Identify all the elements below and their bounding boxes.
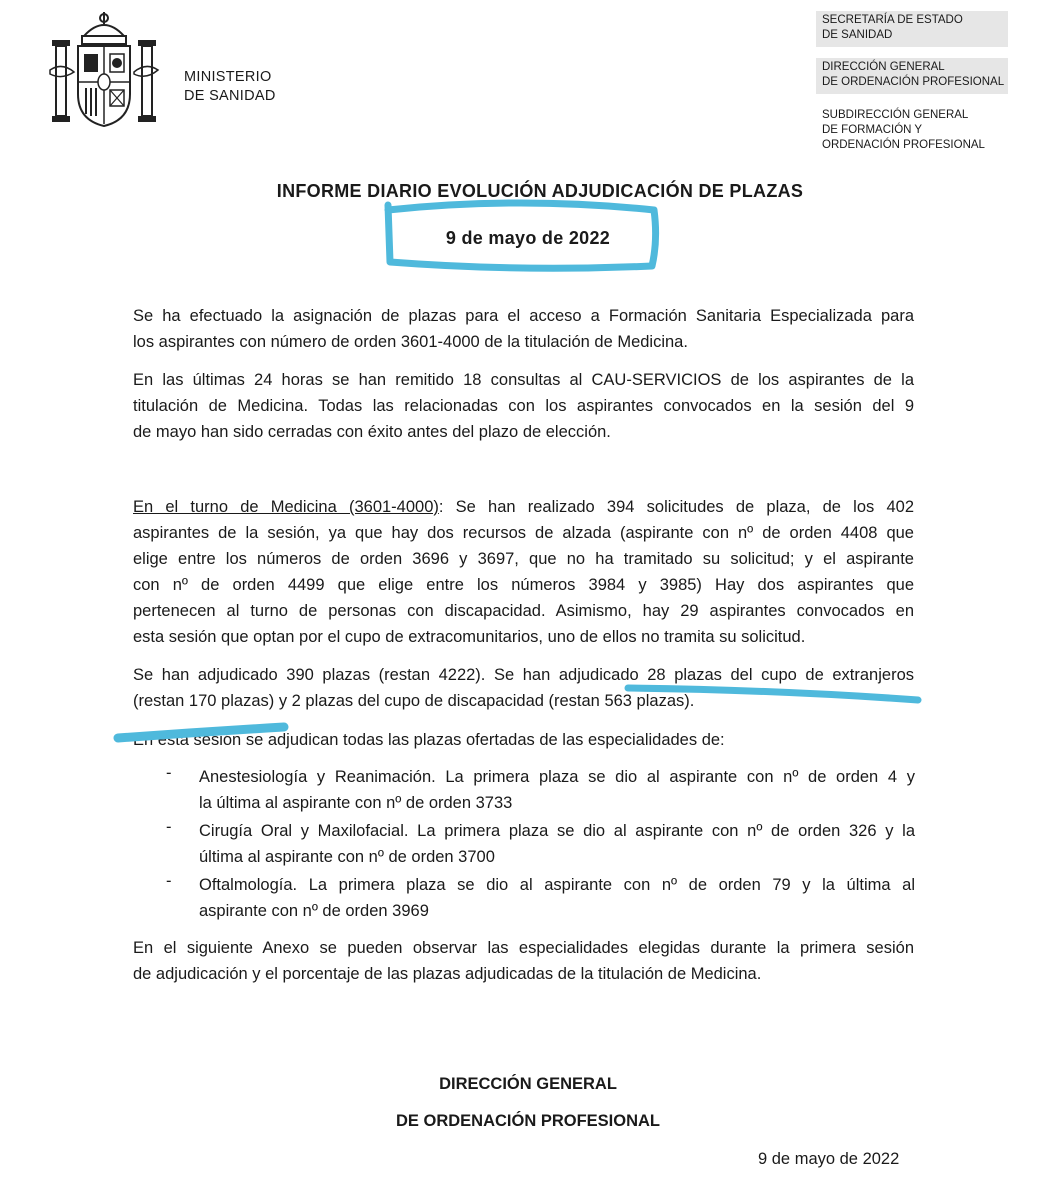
list-item: [199, 818, 915, 870]
dept-box-secretaria: [816, 11, 1008, 47]
bullet-dash: -: [166, 764, 172, 782]
signature-line: DE ORDENACIÓN PROFESIONAL: [395, 1112, 661, 1130]
text-line: En las últimas 24 horas se han remitido 18 consultas al CAU-SERVICIOS de los aspirantes de la: [133, 371, 914, 389]
text-line: de mayo han sido cerradas con éxito antes del plazo de elección.: [133, 423, 611, 441]
text-line: pertenecen al turno de personas con discapacidad. Asimismo, hay 29 aspirantes convocados en: [133, 602, 914, 620]
text-segment: : Se han realizado 394 solicitudes de plaza, de los 402: [438, 498, 914, 516]
text-line: Oftalmología. La primera plaza se dio al aspirante con nº de orden 79 y la última al: [199, 876, 915, 894]
paragraph-assignment: [133, 303, 914, 355]
paragraph-consultas: [133, 367, 914, 445]
text-line: En el siguiente Anexo se pueden observar las especialidades elegidas durante la primera sesión: [133, 939, 914, 957]
dept-line: DIRECCIÓN GENERAL: [822, 61, 945, 73]
text-line: Se ha efectuado la asignación de plazas para el acceso a Formación Sanitaria Especializada para: [133, 307, 914, 325]
report-title: INFORME DIARIO EVOLUCIÓN ADJUDICACIÓN DE PLAZAS: [276, 181, 804, 201]
text-line: Se han adjudicado 390 plazas (restan 4222). Se han adjudicado 28 plazas del cupo de extranjeros: [133, 666, 914, 684]
dept-line: ORDENACIÓN PROFESIONAL: [822, 139, 985, 151]
text-line: elige entre los números de orden 3696 y 3697, que no ha tramitado su solicitud; y el aspirante: [133, 550, 914, 568]
paragraph-especialidades: [133, 727, 914, 753]
dept-line: DE FORMACIÓN Y: [822, 124, 923, 136]
text-line: con nº de orden 4499 que elige entre los números 3984 y 3985) Hay dos aspirantes que: [133, 576, 914, 594]
text-line: de adjudicación y el porcentaje de las plazas adjudicadas de la titulación de Medicina.: [133, 965, 762, 983]
paragraph-anexo: [133, 935, 914, 987]
text-line: titulación de Medicina. Todas las relacionadas con los aspirantes convocados en la sesión del 9: [133, 397, 914, 415]
ministry-line: DE SANIDAD: [184, 88, 276, 104]
report-date: 9 de mayo de 2022: [445, 228, 611, 248]
spanish-coat-of-arms-icon: [48, 10, 160, 130]
text-line: la última al aspirante con nº de orden 3733: [199, 794, 513, 812]
text-line: última al aspirante con nº de orden 3700: [199, 848, 495, 866]
paragraph-adjudicadas: [133, 662, 914, 714]
paragraph-turno-medicina: [133, 494, 914, 650]
dept-line: DE SANIDAD: [822, 29, 893, 41]
text-line: (restan 170 plazas) y 2 plazas del cupo de discapacidad (restan 563 plazas).: [133, 692, 695, 710]
ministry-line: MINISTERIO: [184, 69, 272, 85]
text-line: esta sesión que optan por el cupo de extracomunitarios, uno de ellos no tramita su solicitud.: [133, 628, 806, 646]
bullet-dash: -: [166, 818, 172, 836]
text-line: Cirugía Oral y Maxilofacial. La primera plaza se dio al aspirante con nº de orden 326 y la: [199, 822, 915, 840]
ministry-name: [184, 68, 276, 106]
bullet-dash: -: [166, 872, 172, 890]
footer-date: 9 de mayo de 2022: [758, 1150, 900, 1168]
list-item: [199, 764, 915, 816]
text-line: Anestesiología y Reanimación. La primera plaza se dio al aspirante con nº de orden 4 y: [199, 768, 915, 786]
turno-heading: En el turno de Medicina (3601-4000): [133, 498, 439, 516]
text-line: los aspirantes con número de orden 3601-4000 de la titulación de Medicina.: [133, 333, 688, 351]
dept-line: SECRETARÍA DE ESTADO: [822, 14, 963, 26]
text-line: [133, 494, 914, 520]
dept-line: DE ORDENACIÓN PROFESIONAL: [822, 76, 1005, 88]
text-line: aspirantes de la sesión, ya que hay dos recursos de alzada (aspirante con nº de orden 4408 que: [133, 524, 914, 542]
list-item: [199, 872, 915, 924]
dept-box-subdireccion: [816, 106, 1008, 155]
text-line: En esta sesión se adjudican todas las plazas ofertadas de las especialidades de:: [133, 731, 725, 749]
dept-line: SUBDIRECCIÓN GENERAL: [822, 109, 969, 121]
signature-line: DIRECCIÓN GENERAL: [439, 1075, 617, 1093]
dept-box-direccion: [816, 58, 1008, 94]
text-line: aspirante con nº de orden 3969: [199, 902, 429, 920]
